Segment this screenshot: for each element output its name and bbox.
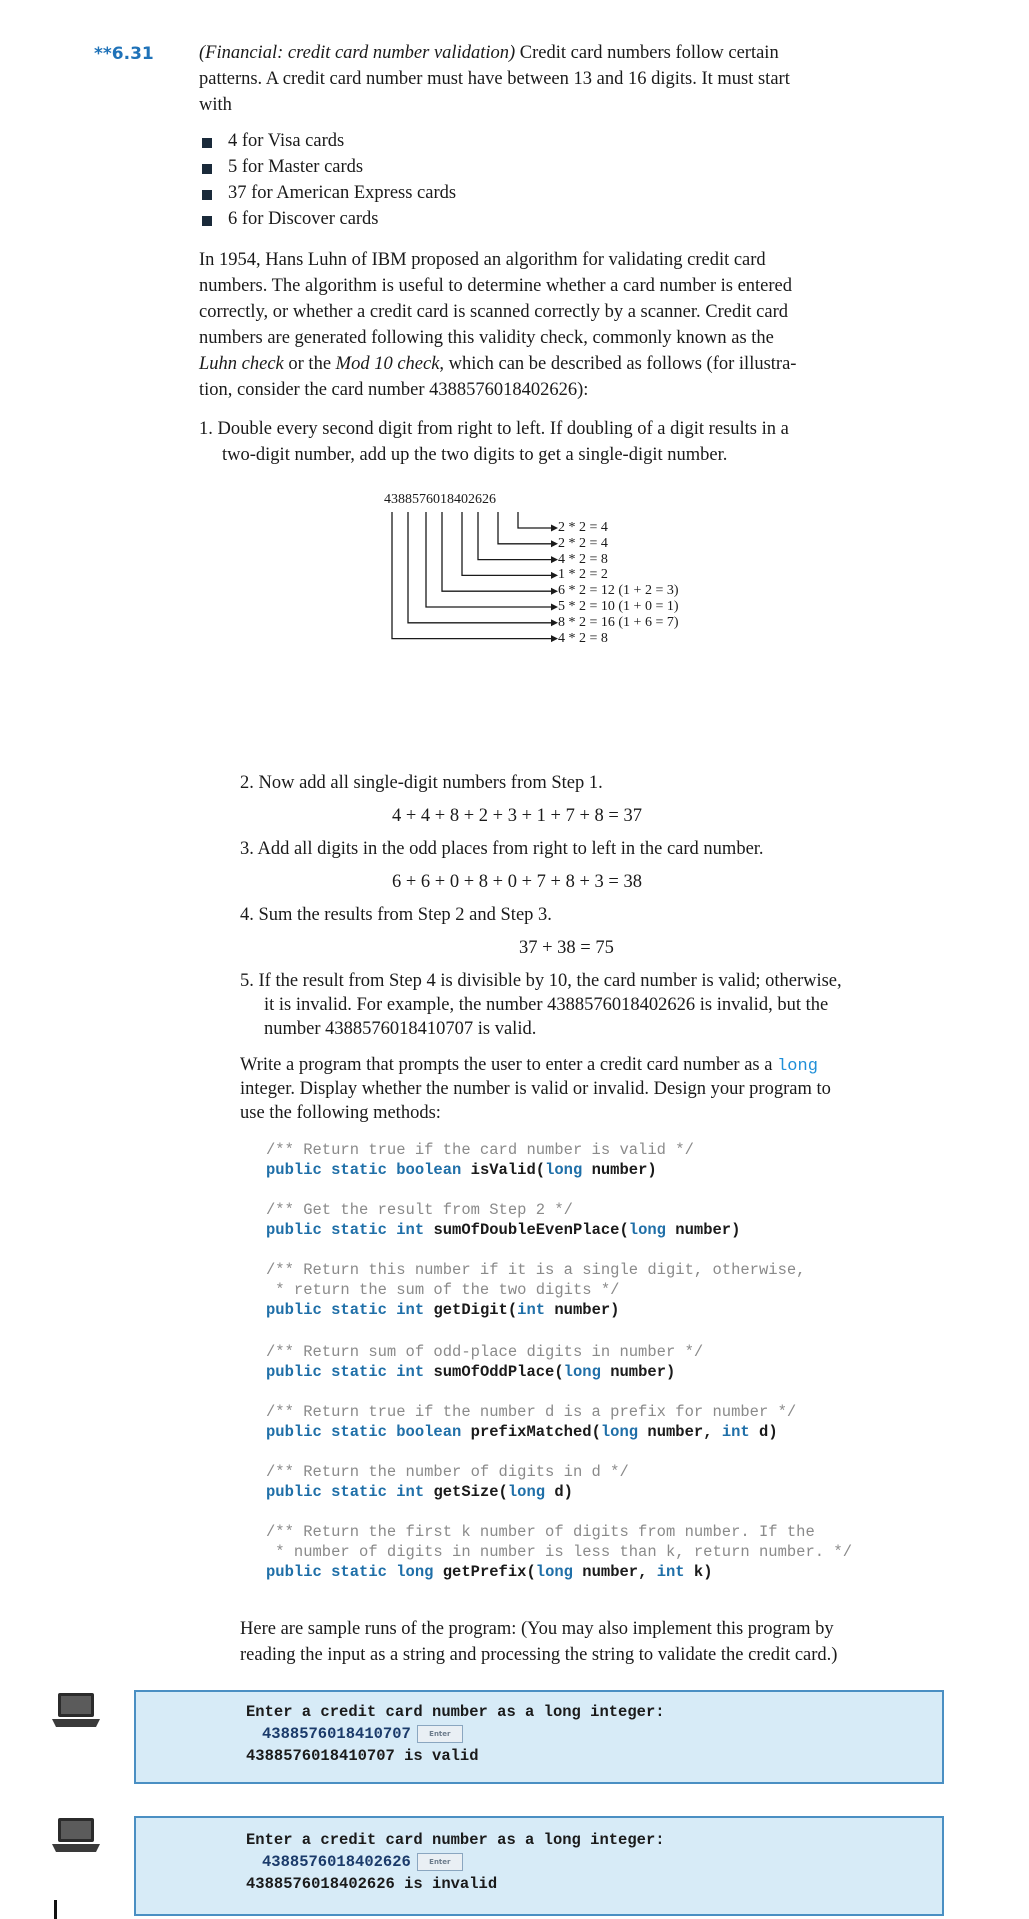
arrow-head-icon <box>551 525 558 532</box>
run-output: 4388576018410707 is valid <box>246 1747 479 1765</box>
arrow-head-icon <box>551 588 558 595</box>
arrow-head-icon <box>551 572 558 579</box>
square-bullet-icon <box>202 138 212 148</box>
laptop-icon <box>50 1816 102 1856</box>
para-line: In 1954, Hans Luhn of IBM proposed an algorithm for validating credit card <box>199 250 766 270</box>
para-line: numbers. The algorithm is useful to determine whether a card number is entered <box>199 276 793 296</box>
method-comment: /** Return sum of odd-place digits in number */ <box>266 1343 704 1361</box>
edge-mark <box>54 1900 57 1919</box>
run-prompt: Enter a credit card number as a long integer: <box>246 1703 665 1721</box>
sample-run-2 <box>134 1816 944 1916</box>
square-bullet-icon <box>202 216 212 226</box>
diagram-arrow <box>478 512 552 560</box>
exercise-number: **6.31 <box>94 44 154 64</box>
diagram-result: 2 * 2 = 4 <box>558 535 608 551</box>
intro-line-2: patterns. A credit card number must have between 13 and 16 digits. It must start <box>199 69 790 89</box>
square-bullet-icon <box>202 190 212 200</box>
diagram-result: 5 * 2 = 10 (1 + 0 = 1) <box>558 599 679 614</box>
arrow-head-icon <box>551 540 558 547</box>
arrow-head-icon <box>551 619 558 626</box>
bullet-item: 6 for Discover cards <box>228 209 379 229</box>
method-comment: /** Return this number if it is a single digit, otherwise, <box>266 1261 806 1279</box>
para-line: correctly, or whether a credit card is scanned correctly by a scanner. Credit card <box>199 302 788 322</box>
method-signature: public static boolean isValid(long number) <box>266 1161 657 1179</box>
method-signature: public static int getSize(long d) <box>266 1483 573 1501</box>
arrow-head-icon <box>551 635 558 642</box>
diagram-card-number: 4388576018402626 <box>384 492 496 507</box>
method-signature: public static long getPrefix(long number, int k) <box>266 1563 713 1581</box>
step2-text: 2. Now add all single-digit numbers from Step 1. <box>240 773 603 793</box>
diagram-arrows <box>380 508 560 693</box>
para-line-luhn: Luhn check or the Mod 10 check, which can be described as follows (for illustra- <box>199 354 797 374</box>
method-comment: /** Return true if the number d is a prefix for number */ <box>266 1403 797 1421</box>
sample-intro-line-2: reading the input as a string and processing the string to validate the credit card.) <box>240 1645 838 1665</box>
step4-text: 4. Sum the results from Step 2 and Step 3. <box>240 905 552 925</box>
diagram-result: 4 * 2 = 8 <box>558 551 608 567</box>
diagram-result: 6 * 2 = 12 (1 + 2 = 3) <box>558 583 679 599</box>
arrow-head-icon <box>551 556 558 563</box>
diagram-result: 1 * 2 = 2 <box>558 567 608 583</box>
square-bullet-icon <box>202 164 212 174</box>
diagram-result: 2 * 2 = 4 <box>558 520 608 535</box>
task-line-3: use the following methods: <box>240 1103 441 1123</box>
diagram-result: 8 * 2 = 16 (1 + 6 = 7) <box>558 614 679 630</box>
step5-line-1: 5. If the result from Step 4 is divisible by 10, the card number is valid; otherwise, <box>240 971 842 991</box>
bullet-item: 37 for American Express cards <box>228 183 457 203</box>
run-input: 4388576018402626 Enter <box>262 1852 463 1872</box>
method-comment: * number of digits in number is less than k, return number. */ <box>266 1543 852 1561</box>
sample-intro-line-1: Here are sample runs of the program: (You may also implement this program by <box>240 1619 834 1639</box>
method-comment: * return the sum of the two digits */ <box>266 1281 620 1299</box>
method-comment: /** Get the result from Step 2 */ <box>266 1201 573 1219</box>
method-comment: /** Return true if the card number is valid */ <box>266 1141 694 1159</box>
step2-equation: 4 + 4 + 8 + 2 + 3 + 1 + 7 + 8 = 37 <box>392 806 642 826</box>
step5-line-2: it is invalid. For example, the number 4388576018402626 is invalid, but the <box>264 995 829 1015</box>
step1-line-2: two-digit number, add up the two digits to get a single-digit number. <box>222 445 728 465</box>
sample-run-1 <box>134 1690 944 1784</box>
intro-line-3: with <box>199 95 232 115</box>
task-line-2: integer. Display whether the number is valid or invalid. Design your program to <box>240 1079 831 1099</box>
diagram-result: 4 * 2 = 8 <box>558 630 608 646</box>
method-comment: /** Return the number of digits in d */ <box>266 1463 629 1481</box>
method-signature: public static int sumOfDoubleEvenPlace(long number) <box>266 1221 741 1239</box>
task-line-1: Write a program that prompts the user to enter a credit card number as a long <box>240 1055 818 1076</box>
bullet-item: 4 for Visa cards <box>228 131 345 151</box>
run-input: 4388576018410707 Enter <box>262 1724 463 1744</box>
para-line: tion, consider the card number 4388576018402626): <box>199 380 589 400</box>
bullet-item: 5 for Master cards <box>228 157 364 177</box>
laptop-icon <box>50 1691 102 1731</box>
method-signature: public static boolean prefixMatched(long number, int d) <box>266 1423 778 1441</box>
step3-text: 3. Add all digits in the odd places from right to left in the card number. <box>240 839 764 859</box>
step3-equation: 6 + 6 + 0 + 8 + 0 + 7 + 8 + 3 = 38 <box>392 872 642 892</box>
arrow-head-icon <box>551 604 558 611</box>
para-line: numbers are generated following this validity check, commonly known as the <box>199 328 774 348</box>
intro-line-1: (Financial: credit card number validation) Credit card numbers follow certain <box>199 43 779 63</box>
method-comment: /** Return the first k number of digits from number. If the <box>266 1523 815 1541</box>
run-prompt: Enter a credit card number as a long integer: <box>246 1831 665 1849</box>
enter-key-icon: Enter <box>417 1853 463 1871</box>
method-signature: public static int getDigit(int number) <box>266 1301 620 1319</box>
step5-line-3: number 4388576018410707 is valid. <box>264 1019 537 1039</box>
step1-line-1: 1. Double every second digit from right to left. If doubling of a digit results in a <box>199 419 789 439</box>
step4-equation: 37 + 38 = 75 <box>519 938 614 958</box>
run-output: 4388576018402626 is invalid <box>246 1875 498 1893</box>
diagram-arrow <box>518 512 552 528</box>
enter-key-icon: Enter <box>417 1725 463 1743</box>
diagram-arrow <box>442 512 552 591</box>
method-signature: public static int sumOfOddPlace(long number) <box>266 1363 676 1381</box>
